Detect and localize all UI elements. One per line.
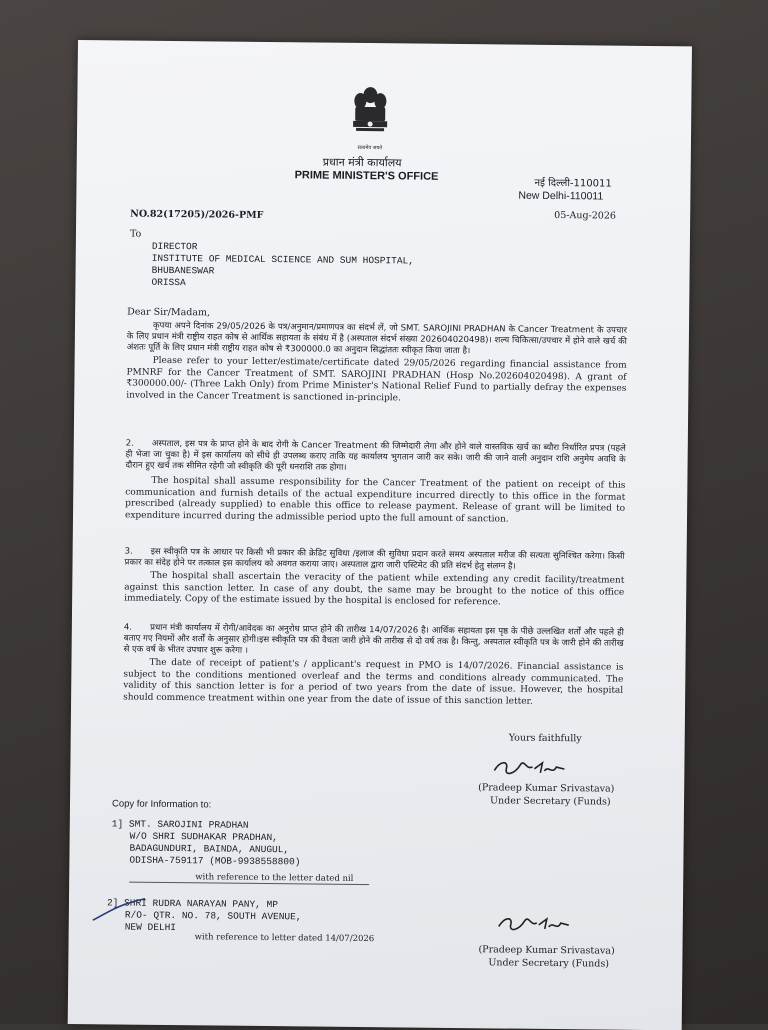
paragraph-2-english: The hospital shall assume responsibility for the Cancer Treatment of the patient on receipt of this communication and furnish details of the actual expenditure incurred directly to this office in the format prescribed (already supplied) to enable this office to release payment. Release of grant will be limited to expenditure incurred during the admissible period upto the full amount of sanction. (124, 475, 626, 525)
paragraph-1-english: Please refer to your letter/estimate/certificate dated 29/05/2026 regarding financial assistance from PMNRF for the Cancer Treatment of SMT. SAROJINI PRADHAN (Hosp No.202604020498). A grant of ₹300000.00/- (Three Lakh Only) from Prime Minister's National Relief Fund to partially defray the expenses involved in the Cancer Treatment is sanctioned in-principle. (126, 355, 627, 403)
copy-2-reference: with reference to letter dated 14/07/2026 (194, 932, 375, 945)
paragraph-3 (124, 547, 625, 611)
signatory-name: (Pradeep Kumar Srivastava) (478, 944, 615, 957)
reference-number: NO.82(17205)/2026-PMF (130, 208, 264, 221)
copy-line: W/O SHRI SUDHAKAR PRADHAN, (129, 830, 278, 844)
copy-heading: Copy for Information to: (111, 798, 212, 811)
copy-1-reference: with reference to the letter dated nil (195, 872, 354, 884)
handwritten-signature (490, 752, 570, 783)
copy-line: 1] SMT. SAROJINI PRADHAN (111, 818, 249, 831)
handwritten-signature (495, 908, 575, 939)
to-label: To (129, 228, 142, 240)
city-english: New Delhi-110011 (518, 189, 604, 203)
copy-recipient-1 (111, 818, 301, 868)
office-name-english: PRIME MINISTER'S OFFICE (294, 169, 439, 183)
office-name-hindi: प्रधान मंत्री कार्यालय (322, 155, 402, 170)
addressee-line: ORISSA (151, 276, 186, 289)
paragraph-2 (125, 439, 626, 527)
signatory-designation: Under Secretary (Funds) (489, 795, 611, 808)
signatory-name: (Pradeep Kumar Srivastava) (478, 782, 615, 795)
paragraph-3-hindi: इस स्वीकृति पत्र के आधार पर किसी भी प्रकार की क्रेडिट सुविधा /इलाज की सुविधा प्रदान करते समय अस्पताल मरीज की सत्यता सुनिश्चित करेगा। किसी प्रकार का संदेह होने पर तत्काल इस कार्यालय को अवगत कराया जाए। अस्पताल द्वारा जारी एस्टिमेट की प्रति संदर्भ हेतु संलग्न है। (124, 546, 625, 572)
paragraph-4-number: 4. (123, 622, 133, 633)
addressee-block (151, 241, 414, 292)
national-emblem (347, 83, 394, 153)
emblem-motto: सत्यमेव जयते (357, 144, 383, 152)
paragraph-4 (123, 623, 624, 709)
paragraph-3-number: 3. (124, 546, 133, 557)
paragraph-2-number: 2. (125, 438, 134, 449)
addressee-line: BHUBANESWAR (151, 264, 215, 277)
copy-line: R/O- QTR. NO. 78, SOUTH AVENUE, (124, 909, 302, 923)
paragraph-1 (126, 321, 627, 407)
copy-line: 2] SHRI RUDRA NARAYAN PANY, MP (106, 897, 279, 911)
paragraph-3-english: The hospital shall ascertain the veracity of the patient while extending any credit facility/treatment against this sanction letter. In case of any doubt, the same may be brought to the notice of this office immediately. Copy of the estimate issued by the hospital is enclosed for reference. (124, 570, 625, 608)
paragraph-4-english: The date of receipt of patient's / applicant's request in PMO is 14/07/2026. Financial assistance is subject to the conditions mentioned overleaf and the terms and conditions already communicated. The validity of this sanction letter is for a period of two years from the date of issue. However, the hospital should commence treatment within one year from the date of issue of this sanction letter. (123, 657, 624, 707)
copy-line: BADAGUNDURI, BAINDA, ANUGUL, (129, 842, 290, 856)
city-hindi: नई दिल्ली-110011 (534, 177, 612, 190)
addressee-line: DIRECTOR (151, 240, 198, 253)
salutation: Dear Sir/Madam, (127, 306, 211, 319)
copy-line: ODISHA-759117 (MOB-9938558800) (129, 854, 301, 868)
paragraph-4-hindi: प्रधान मंत्री कार्यालय में रोगी/आवेदक का अनुरोध प्राप्त होने की तारीख 14/07/2026 है। आर्थिक सहायता इस पृष्ठ के पीछे उल्लखित शर्तों और पहले ही बताए गए नियमों और शर्तों के अनुसार होगी।इस स्वीकृति पत्र की वैधता जारी होने की तारीख से दो वर्ष तक है। किन्तु, अस्पताल स्वीकृति पत्र के जारी होने की तारीख से एक वर्ष के भीतर उपचार शुरू करेगा । (123, 622, 624, 656)
letter-page (68, 40, 692, 1030)
signatory-designation: Under Secretary (Funds) (488, 957, 610, 970)
paragraph-1-hindi: कृपया अपने दिनांक 29/05/2026 के पत्र/अनुमान/प्रमाणपत्र का संदर्भ लें, जो SMT. SAROJINI PRADHAN के Cancer Treatment के उपचार के लिए प्रधान मंत्री राष्ट्रीय राहत कोष से आर्थिक सहायता के संबंध में है (अस्पताल संदर्भ संख्या 202604020498)। शल्य चिकित्सा/उपचार में होने वाले खर्च की अंशतः पूर्ति के लिए प्रधान मंत्री राष्ट्रीय राहत कोष से ₹300000.0 का अनुदान सिद्धांततः स्वीकृत किया जाता है। (126, 320, 628, 357)
closing: Yours faithfully (508, 732, 582, 745)
addressee-line: INSTITUTE OF MEDICAL SCIENCE AND SUM HOSPITAL, (151, 252, 415, 267)
copy-line: NEW DELHI (124, 921, 177, 934)
letter-date: 05-Aug-2026 (554, 209, 616, 222)
paragraph-2-hindi: अस्पताल, इस पत्र के प्राप्त होने के बाद रोगी के Cancer Treatment की जिम्मेदारी लेगा और होने वाले वास्तविक खर्च का ब्यौरा निर्धारित प्रपत्र (पहले ही भेजा जा चुका है) में इस कार्यालय को सीधे ही उपलब्ध कराए ताकि यह कार्यालय भुगतान जारी कर सके। जारी की जाने वाली अनुदान राशि अनुमेय अवधि के दौरान हुए खर्च तक सीमित रहेगी जो स्वीकृति की पूरी धनराशि तक होगा। (125, 438, 626, 473)
pen-tick-mark (89, 894, 149, 925)
